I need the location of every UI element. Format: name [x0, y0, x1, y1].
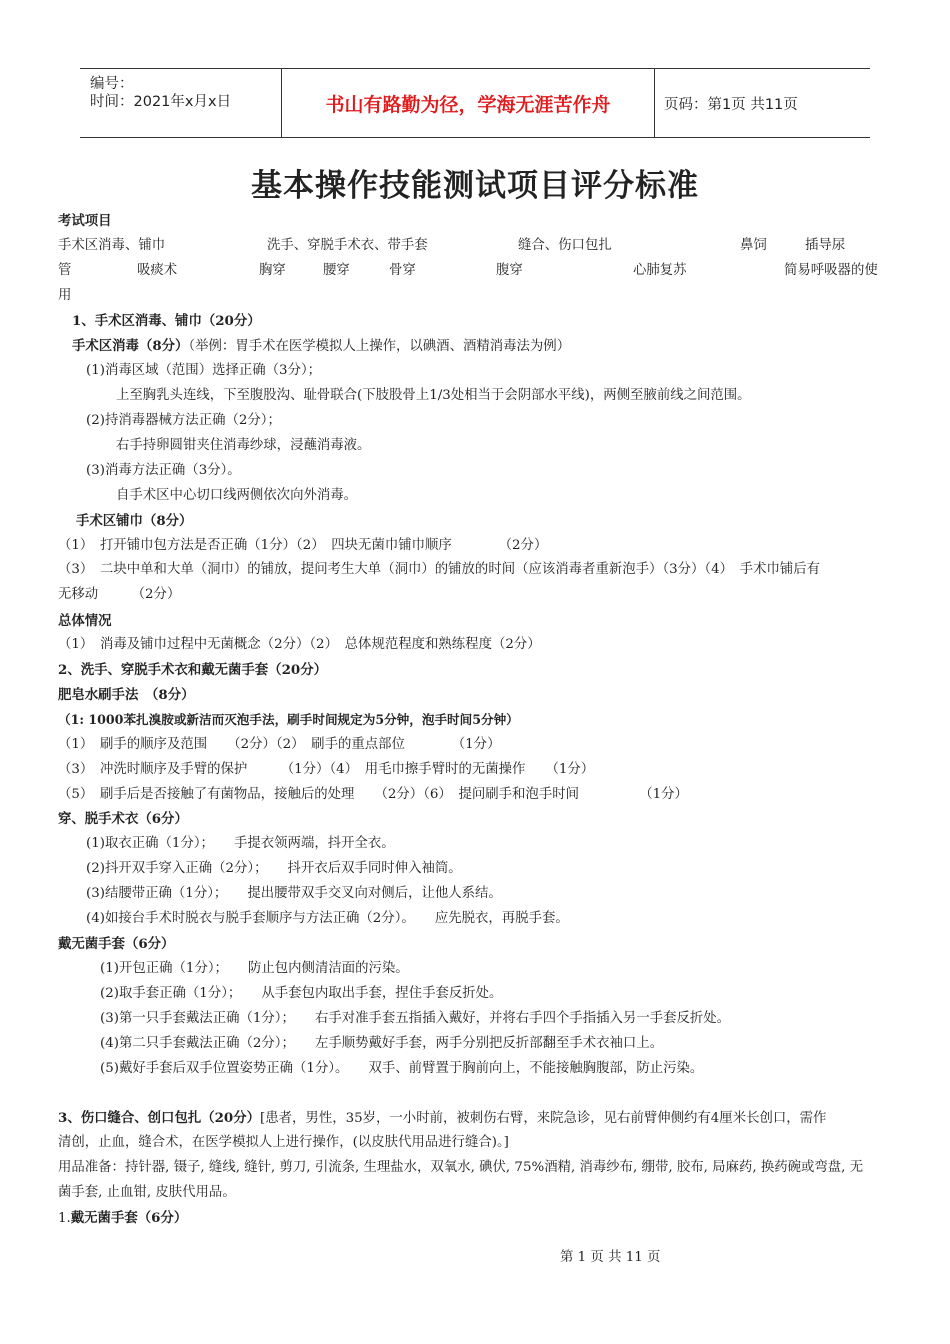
text-line: (3)结腰带正确（1分）； 提出腰带双手交叉向对侧后，让他人系结。 [86, 886, 502, 901]
document-time: 时间：2021年x月x日 [90, 94, 232, 110]
exam-item: 心肺复苏 [633, 263, 687, 278]
exam-item: 洗手、穿脱手术衣、带手套 [267, 238, 428, 253]
text-line: (3)第一只手套戴法正确（1分）； 右手对准手套五指插入戴好，并将右手四个手指插入另一手套反折处。 [100, 1011, 731, 1026]
exam-item: 插导尿 [805, 238, 846, 253]
text-line: （3） 冲洗时顺序及手臂的保护 （1分）（4） 用毛巾擦手臂时的无菌操作 （1分） [58, 762, 595, 777]
exam-item: 用 [58, 288, 72, 303]
exam-item: 鼻饲 [740, 238, 767, 253]
header-page-cell [654, 69, 870, 137]
page-indicator: 页码：第1页 共11页 [664, 96, 798, 113]
text-line: (1)消毒区域（范围）选择正确（3分）； [86, 363, 322, 378]
header-left-cell [80, 69, 280, 137]
text-line [58, 1209, 187, 1228]
text-line: (1)取衣正确（1分）； 手提衣领两端，抖开全衣。 [86, 836, 395, 851]
text-line: (4)如接台手术时脱衣与脱手套顺序与方法正确（2分）。 应先脱衣，再脱手套。 [86, 911, 569, 926]
text-line: （1） 刷手的顺序及范围 （2分）（2） 刷手的重点部位 （1分） [58, 737, 501, 752]
subsection-heading: 手术区铺巾（8分） [76, 513, 193, 529]
subsection-heading: 总体情况 [58, 613, 112, 629]
text-line: (2)抖开双手穿入正确（2分）； 抖开衣后双手同时伸入袖筒。 [86, 861, 462, 876]
text-line: (1)开包正确（1分）； 防止包内侧清洁面的污染。 [100, 961, 409, 976]
subsection-heading: 手术区消毒（8分） [72, 338, 189, 354]
text-line: (4)第二只手套戴法正确（2分）； 左手顺势戴好手套，两手分别把反折部翻至手术衣袖口上。 [100, 1036, 664, 1051]
text-line [58, 1109, 826, 1128]
section-heading: 3、伤口缝合、创口包扎（20分） [58, 1110, 261, 1126]
text-line: 清创，止血，缝合术，在医学模拟人上进行操作，(以皮肤代用品进行缝合)。] [58, 1135, 509, 1150]
exam-item: 缝合、伤口包扎 [518, 238, 612, 253]
case-description: [患者，男性，35岁，一小时前，被刺伤右臂，来院急诊，见右前臂伸侧约有4厘米长创口，需作 [260, 1111, 827, 1126]
subsection-heading: 戴无菌手套（6分） [70, 1210, 188, 1226]
text-note: （1: 1000苯扎溴胺或新洁而灭泡手法，刷手时间规定为5分钟，泡手时间5分钟） [58, 712, 519, 727]
text-line: 无移动 （2分） [58, 587, 181, 602]
exam-item: 简易呼吸器的使 [784, 263, 878, 278]
text-line: (2)持消毒器械方法正确（2分）； [86, 413, 281, 428]
text-line: (3)消毒方法正确（3分）。 [86, 463, 241, 478]
document-number: 编号： [90, 76, 134, 92]
item-number: 1. [58, 1211, 71, 1226]
text-line: 上至胸乳头连线，下至腹股沟、耻骨联合(下肢股骨上1/3处相当于会阴部水平线)，两侧至腋前线之间范围。 [116, 388, 751, 403]
text-line: （3） 二块中单和大单（洞巾）的铺放，提问考生大单（洞巾）的铺放的时间（应该消毒者重新泡手）（3分）（4） 手术巾铺后有 [58, 562, 821, 577]
exam-item: 手术区消毒、铺巾 [58, 238, 166, 253]
exam-item: 腰穿 [323, 263, 350, 278]
text-line: (5)戴好手套后双手位置姿势正确（1分）。 双手、前臂置于胸前向上，不能接触胸腹部，防止污染。 [100, 1061, 704, 1076]
header-motto-cell [281, 69, 655, 137]
text-line: 右手持卵圆钳夹住消毒纱球，浸蘸消毒液。 [116, 438, 371, 453]
text-line: 菌手套, 止血钳, 皮肤代用品。 [58, 1185, 236, 1200]
subsection-heading: 穿、脱手术衣（6分） [58, 811, 188, 827]
text-line: 用品准备：持针器, 镊子, 缝线, 缝针, 剪刀, 引流条, 生理盐水，双氧水, 碘伏, 75%酒精, 消毒纱布, 绷带, 胶布, 局麻药, 换药碗或弯盘, 无 [58, 1160, 864, 1175]
text-note: （举例：胃手术在医学模拟人上操作，以碘酒、酒精消毒法为例） [188, 339, 571, 354]
exam-item: 骨穿 [389, 263, 416, 278]
section-heading: 2、洗手、穿脱手术衣和戴无菌手套（20分） [58, 662, 327, 678]
text-line: （5） 刷手后是否接触了有菌物品，接触后的处理 （2分）（6） 提问刷手和泡手时间 （1分） [58, 787, 688, 802]
exam-item: 管 [58, 263, 72, 278]
header-table [80, 68, 870, 138]
section-heading: 1、手术区消毒、铺巾（20分） [72, 313, 261, 329]
text-line: 自手术区中心切口线两侧依次向外消毒。 [116, 488, 358, 503]
page-footer: 第 1 页 共 11 页 [560, 1250, 661, 1265]
text-line: （1） 打开铺巾包方法是否正确（1分）（2） 四块无菌巾铺巾顺序 （2分） [58, 538, 548, 553]
exam-item: 腹穿 [496, 263, 523, 278]
subsection-heading: 戴无菌手套（6分） [58, 936, 175, 952]
motto: 书山有路勤为径，学海无涯苦作舟 [325, 93, 611, 116]
text-line: (2)取手套正确（1分）； 从手套包内取出手套，捏住手套反折处。 [100, 986, 503, 1001]
text-line: （1） 消毒及铺巾过程中无菌概念（2分）（2） 总体规范程度和熟练程度（2分） [58, 637, 541, 652]
section-heading: 考试项目 [58, 213, 112, 229]
exam-item: 吸痰术 [137, 263, 178, 278]
exam-item: 胸穿 [259, 263, 286, 278]
document-title: 基本操作技能测试项目评分标准 [251, 168, 699, 204]
subsection-heading: 肥皂水刷手法 （8分） [58, 687, 195, 703]
text-line [72, 337, 570, 356]
